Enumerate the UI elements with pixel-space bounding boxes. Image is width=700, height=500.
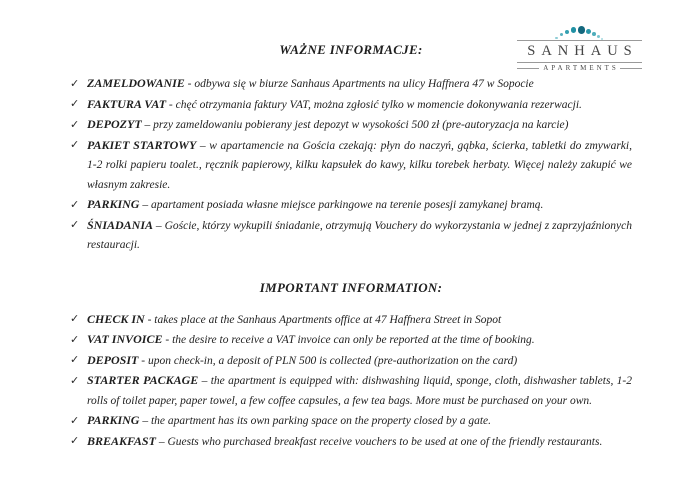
list-item-starter-package	[70, 371, 632, 411]
checkmark-icon: ✓	[70, 219, 80, 231]
item-keyword: STARTER PACKAGE	[87, 373, 199, 387]
item-keyword: PARKING	[87, 413, 140, 427]
document-content	[70, 43, 632, 452]
list-item-pakiet-startowy	[70, 136, 632, 196]
list-item-sniadania	[70, 216, 632, 256]
logo-name: SANHAUS	[527, 43, 638, 59]
item-text: Goście, którzy wykupili śniadanie, otrzymują Vouchery do wykorzystania w jednej z zaprzyjaźnionych restauracji.	[87, 219, 632, 251]
item-text: chęć otrzymania faktury VAT, można zgłosić tylko w momencie dokonywania rezerwacji.	[175, 98, 582, 111]
logo-dot-icon	[560, 33, 563, 36]
checkmark-icon: ✓	[70, 139, 80, 151]
item-keyword: ZAMELDOWANIE	[87, 76, 185, 90]
item-separator: -	[144, 313, 155, 326]
item-keyword: PAKIET STARTOWY	[87, 137, 197, 152]
english-item-list	[70, 310, 632, 453]
logo-dot-icon	[592, 32, 596, 36]
checkmark-icon: ✓	[70, 354, 80, 366]
list-item-faktura-vat	[70, 95, 632, 116]
list-item-breakfast	[70, 432, 632, 453]
item-separator: -	[162, 334, 173, 346]
item-text: the apartment has its own parking space on the property closed by a gate.	[150, 415, 492, 427]
item-keyword: DEPOSIT	[87, 352, 139, 367]
item-text: odbywa się w biurze Sanhaus Apartments na ulicy Haffnera 47 w Sopocie	[194, 78, 534, 90]
list-item-zameldowanie	[70, 74, 632, 95]
logo-dot-icon	[578, 26, 586, 34]
list-item-parking-en	[70, 411, 632, 432]
item-separator: -	[166, 98, 176, 111]
logo-dot-icon	[571, 27, 577, 33]
list-item-deposit	[70, 351, 632, 372]
item-separator: -	[138, 354, 148, 367]
item-text: takes place at the Sanhaus Apartments office at 47 Haffnera Street in Sopot	[154, 313, 502, 326]
checkmark-icon: ✓	[70, 98, 80, 110]
item-separator: -	[184, 78, 195, 90]
checkmark-icon: ✓	[70, 333, 80, 346]
polish-item-list	[70, 74, 632, 256]
item-separator: –	[155, 435, 168, 448]
item-text: upon check-in, a deposit of PLN 500 is collected (pre-authorization on the card)	[147, 354, 518, 367]
item-separator: –	[139, 199, 151, 211]
item-separator: –	[196, 139, 210, 152]
item-keyword: ŚNIADANIA	[87, 217, 154, 232]
checkmark-icon: ✓	[70, 77, 80, 90]
item-separator: –	[139, 415, 151, 427]
checkmark-icon: ✓	[70, 435, 80, 447]
checkmark-icon: ✓	[70, 374, 80, 387]
checkmark-icon: ✓	[70, 313, 80, 325]
checkmark-icon: ✓	[70, 198, 80, 211]
item-keyword: DEPOZYT	[87, 117, 142, 131]
logo-dot-icon	[597, 35, 600, 38]
checkmark-icon: ✓	[70, 414, 80, 427]
item-text: apartament posiada własne miejsce parkingowe na terenie posesji zamykanej bramą.	[150, 199, 544, 211]
section-title-polish: WAŻNE INFORMACJE:	[279, 42, 423, 57]
item-text: the apartment is equipped with: dishwashing liquid, sponge, cloth, dishwasher tablets, 1-2 rolls of toilet paper, paper towel, a few coffee capsules, a few tea bags. More must be purchased on your own.	[87, 375, 632, 407]
item-keyword: VAT INVOICE	[87, 332, 163, 346]
list-item-vat-invoice	[70, 330, 632, 351]
item-text: przy zameldowaniu pobierany jest depozyt w wysokości 500 zł (pre-autoryzacja na karcie)	[153, 119, 569, 131]
item-keyword: CHECK IN	[87, 311, 145, 326]
logo-dot-icon	[565, 30, 569, 34]
list-item-check-in	[70, 310, 632, 331]
item-keyword: PARKING	[87, 197, 140, 211]
item-keyword: FAKTURA VAT	[87, 96, 167, 111]
item-text: w apartamencie na Gościa czekają: płyn do naczyń, gąbka, ścierka, tabletki do zmywarki, 1-2 rolki papieru toalet., ręcznik papierowy, kilku kapsułek do kawy, kilku torebek herbaty. Więcej należy zakupić we własnym zakresie.	[87, 139, 632, 191]
logo-dot-icon	[601, 38, 603, 40]
logo-dots-arc-icon	[517, 25, 642, 40]
item-text: the desire to receive a VAT invoice can only be reported at the time of booking.	[172, 334, 535, 346]
logo-subtitle: APARTMENTS	[543, 64, 619, 72]
list-item-parking-pl	[70, 195, 632, 216]
item-separator: –	[141, 119, 154, 131]
item-separator: –	[153, 219, 165, 232]
item-separator: –	[198, 375, 211, 387]
checkmark-icon: ✓	[70, 118, 80, 131]
section-title-english: IMPORTANT INFORMATION:	[259, 279, 443, 295]
item-keyword: BREAKFAST	[87, 433, 156, 448]
list-item-depozyt	[70, 115, 632, 136]
logo-dot-icon	[555, 37, 558, 40]
logo-dot-icon	[586, 29, 591, 34]
item-text: Guests who purchased breakfast receive vouchers to be used at one of the friendly restaurants.	[167, 435, 603, 448]
